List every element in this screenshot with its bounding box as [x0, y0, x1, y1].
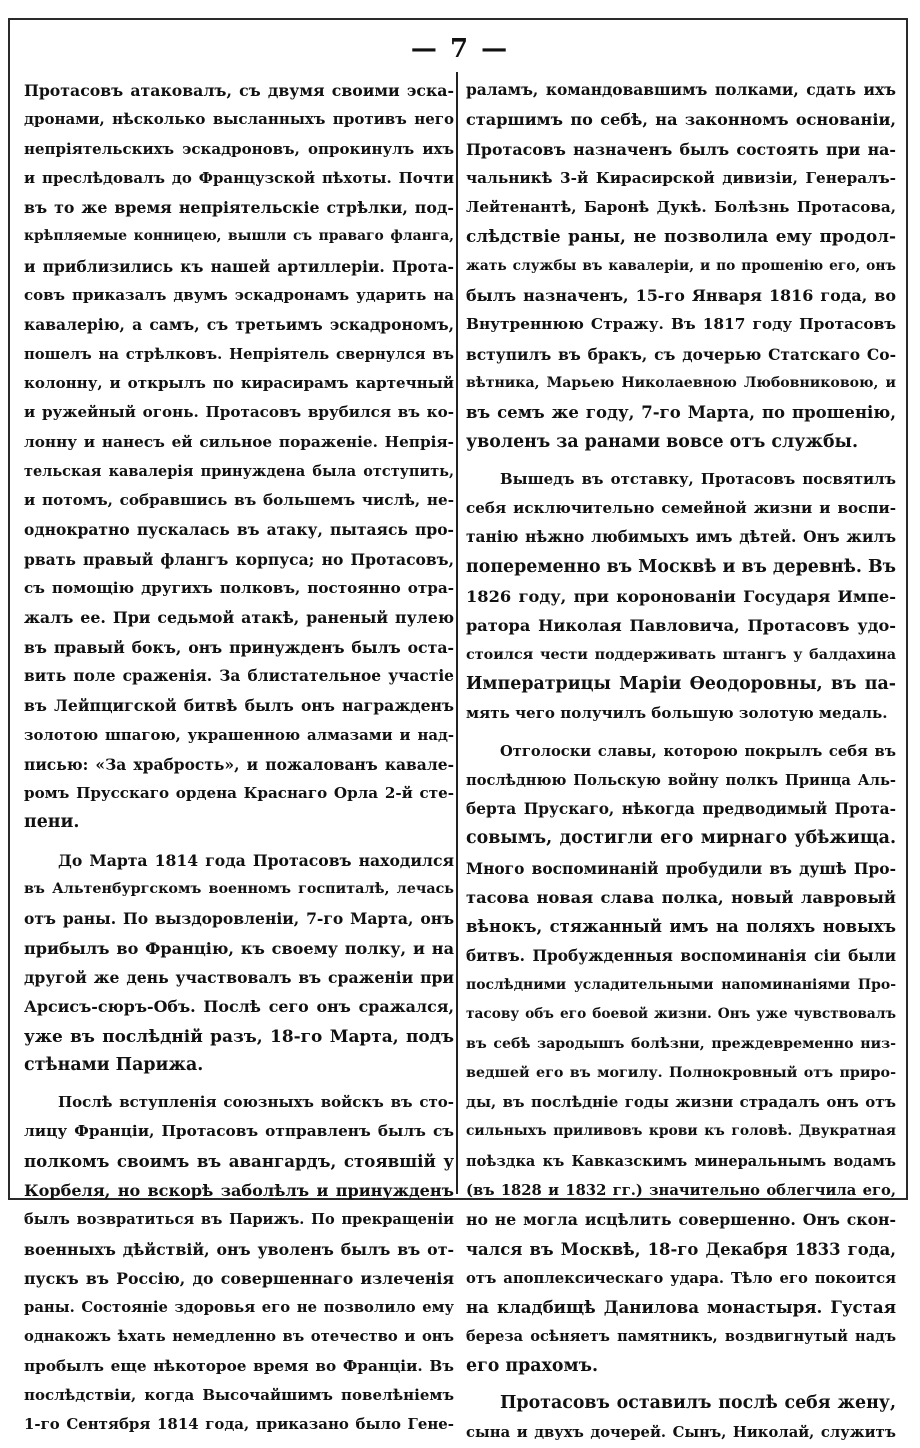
text-line: Вышедъ въ отставку, Протасовъ посвятилъ [500, 469, 896, 488]
text-line: Отголоски славы, которою покрылъ себя въ [500, 742, 896, 760]
text-line: но не могла исцѣлить совершенно. Онъ скон- [466, 1210, 896, 1230]
text-line: колонну, и открылъ по кирасирамъ картечный [24, 373, 454, 392]
text-line: полкомъ своимъ въ авангардъ, стоявшій у [24, 1150, 454, 1171]
text-line: пускъ въ Россію, до совершеннаго излеченія [24, 1268, 454, 1288]
text-line: въ Лейпцигской битвѣ былъ онъ награжденъ [24, 696, 454, 716]
text-line: золотою шпагою, украшенною алмазами и над- [24, 725, 454, 744]
text-line: стоился чести поддерживать штангъ у балдахина [466, 646, 896, 663]
text-line: Послѣ вступленія союзныхъ войскъ въ сто- [58, 1093, 454, 1112]
text-line: уволенъ за ранами вовсе отъ службы. [466, 431, 859, 452]
text-line: и ружейный огонь. Протасовъ врубился въ ко- [24, 403, 454, 422]
text-line: уже въ послѣдній разъ, 18-го Марта, подъ [24, 1025, 454, 1046]
text-line: чался въ Москвѣ, 18-го Декабря 1833 года, [466, 1239, 896, 1259]
text-line: непріятельскихъ эскадроновъ, опрокинулъ ихъ [24, 139, 454, 158]
text-line: и потомъ, собравшись въ большемъ числѣ, не- [24, 491, 454, 510]
text-line: жалъ ее. При седьмой атакѣ, раненый пулею [24, 608, 454, 628]
text-line: крѣпляемые конницею, вышли съ праваго фланга, [24, 228, 454, 245]
text-line: битвъ. Пробужденныя воспоминанія сіи были [466, 946, 896, 965]
text-line: отъ апоплексическаго удара. Тѣло его покоится [466, 1269, 896, 1287]
text-line: лонну и нанесъ ей сильное пораженіе. Непрія- [24, 432, 454, 451]
text-line: дронами, нѣсколько высланныхъ противъ него [24, 110, 454, 129]
text-line: Корбеля, но вскорѣ заболѣлъ и принужденъ [24, 1180, 454, 1200]
text-line: танію нѣжно любимыхъ имъ дѣтей. Онъ жилъ [466, 528, 896, 547]
text-line: ромъ Прусскаго ордена Краснаго Орла 2-й сте- [24, 784, 454, 803]
left-column [24, 76, 454, 1440]
text-line: Много воспоминаній пробудили въ душѣ Про- [466, 858, 896, 878]
text-line: жать службы въ кавалеріи, и по прошенію его, онъ [466, 257, 896, 274]
text-line: въ семъ же году, 7-го Марта, по прошенію, [466, 402, 896, 423]
paragraph [24, 1088, 454, 1440]
text-line: ведшей его въ могилу. Полнокровный отъ приро- [466, 1064, 896, 1081]
text-line: и приблизились къ нашей артиллеріи. Прота- [24, 256, 454, 276]
text-line: сына и двухъ дочерей. Сынъ, Николай, служитъ [466, 1424, 896, 1442]
page-number: — 7 — [410, 34, 510, 64]
text-line: 1-го Сентября 1814 года, приказано было Гене- [24, 1415, 454, 1434]
text-line: его прахомъ. [466, 1355, 599, 1376]
text-line: писью: «За храбрость», и пожалованъ кавале- [24, 754, 454, 774]
text-line: пени. [24, 812, 80, 833]
text-line: пошелъ на стрѣлковъ. Непріятель свернулся въ [24, 345, 454, 363]
paragraph [24, 846, 454, 1080]
text-line: попеременно въ Москвѣ и въ деревнѣ. Въ [466, 556, 896, 577]
paragraph-gap [466, 457, 896, 465]
text-line: берта Прускаго, нѣкогда предводимый Прота- [466, 800, 896, 819]
text-line: вѣтника, Марьею Николаевною Любовниковою, и [466, 374, 896, 391]
text-line: тельская кавалерія принуждена была отступить, [24, 462, 454, 480]
text-line: раламъ, командовавшимъ полками, сдать ихъ [466, 81, 896, 99]
text-line: однакожъ ѣхать немедленно въ отечество и онъ [24, 1328, 454, 1346]
text-line: Протасовъ атаковалъ, съ двумя своими эска- [24, 81, 454, 100]
page-frame [8, 18, 908, 1442]
text-line: однократно пускалась въ атаку, пытаясь про- [24, 520, 454, 540]
text-line: военныхъ дѣйствій, онъ уволенъ былъ въ от- [24, 1239, 454, 1259]
text-line: былъ возвратиться въ Парижъ. По прекращеніи [24, 1211, 454, 1229]
text-line: въ правый бокъ, онъ принужденъ былъ оста- [24, 637, 454, 657]
paragraph [466, 1389, 896, 1448]
text-line: чальникѣ 3-й Кирасирской дивизіи, Генералъ- [466, 168, 896, 187]
text-line: и преслѣдовалъ до Французской пѣхоты. Почти [24, 168, 454, 187]
text-line: пробылъ еще нѣкоторое время во Франціи. Въ [24, 1356, 454, 1375]
text-line: слѣдствіе раны, не позволила ему продол- [466, 226, 896, 247]
paragraph-gap [24, 1080, 454, 1088]
text-line: кавалерію, а самъ, съ третьимъ эскадрономъ, [24, 315, 454, 335]
text-line: послѣднюю Польскую войну полкъ Принца Аль- [466, 771, 896, 789]
paragraph [24, 76, 454, 838]
text-line: вить поле сраженія. За блистательное участіе [24, 666, 454, 685]
text-line: 1826 году, при коронованіи Государя Импе- [466, 587, 896, 607]
text-line: Протасовъ оставилъ послѣ себя жену, [500, 1393, 896, 1414]
text-line: До Марта 1814 года Протасовъ находился [58, 850, 454, 870]
text-line: (въ 1828 и 1832 гг.) значительно облегчила его, [466, 1181, 896, 1199]
text-line: совымъ, достигли его мирнаго убѣжища. [466, 828, 896, 849]
text-line: раны. Состояніе здоровья его не позволило ему [24, 1299, 454, 1317]
paragraph-gap [24, 838, 454, 846]
text-line: ды, въ послѣдніе годы жизни страдалъ онъ отъ [466, 1093, 896, 1112]
text-line: Арсисъ-сюръ-Объ. Послѣ сего онъ сражался, [24, 997, 454, 1017]
text-line: на кладбищѣ Данилова монастыря. Густая [466, 1297, 896, 1318]
paragraph [466, 737, 896, 1382]
text-line: въ то же время непріятельскіе стрѣлки, под- [24, 198, 454, 218]
text-line: лицу Франціи, Протасовъ отправленъ былъ съ [24, 1122, 454, 1141]
text-line: ратора Николая Павловича, Протасовъ удо- [466, 616, 896, 636]
paragraph-gap [466, 1381, 896, 1389]
text-line: съ помощію другихъ полковъ, постоянно отра- [24, 579, 454, 598]
text-line: Лейтенантѣ, Баронѣ Дукѣ. Болѣзнь Протасова, [466, 198, 896, 217]
paragraph [466, 76, 896, 457]
text-line: послѣдними усладительными напоминаніями Про- [466, 976, 896, 993]
text-line: отъ раны. По выздоровленіи, 7-го Марта, онъ [24, 909, 454, 929]
text-line: мять чего получилъ большую золотую медаль. [466, 704, 888, 723]
text-line: другой же день участвовалъ въ сраженіи при [24, 967, 454, 987]
text-line: старшимъ по себѣ, на законномъ основаніи, [466, 110, 896, 130]
text-line: Протасовъ назначенъ былъ состоять при на- [466, 139, 896, 159]
text-line: тасову объ его боевой жизни. Онъ уже чувствовалъ [466, 1006, 896, 1023]
text-line: Внутреннюю Стражу. Въ 1817 году Протасовъ [466, 315, 896, 334]
text-line: въ себѣ зародышъ болѣзни, преждевременно низ- [466, 1035, 896, 1052]
text-line: послѣдствіи, когда Высочайшимъ повелѣніемъ [24, 1386, 454, 1405]
column-divider [456, 72, 458, 1194]
text-line: совъ приказалъ двумъ эскадронамъ ударить на [24, 286, 454, 305]
text-line: Императрицы Маріи Ѳеодоровны, въ па- [466, 673, 896, 694]
paragraph [466, 465, 896, 729]
text-line: прибылъ во Францію, къ своему полку, и на [24, 938, 454, 958]
text-line: стѣнами Парижа. [24, 1054, 204, 1075]
text-line: рвать правый флангъ корпуса; но Протасовъ, [24, 549, 454, 569]
text-line: былъ назначенъ, 15-го Января 1816 года, во [466, 286, 896, 306]
text-line: береза осѣняетъ памятникъ, воздвигнутый надъ [466, 1328, 896, 1346]
text-line: вступилъ въ бракъ, съ дочерью Статскаго Со- [466, 344, 896, 364]
text-line: поѣздка къ Кавказскимъ минеральнымъ водамъ [466, 1152, 896, 1170]
text-line: сильныхъ приливовъ крови къ головѣ. Двукратная [466, 1123, 896, 1140]
text-line: тасова новая слава полка, новый лавровый [466, 888, 896, 908]
paragraph-gap [466, 729, 896, 737]
text-line: вѣнокъ, стяжанный имъ на поляхъ новыхъ [466, 917, 896, 937]
text-line: въ Альтенбургскомъ военномъ госпиталѣ, лечась [24, 881, 454, 898]
right-column [466, 76, 896, 1448]
text-line: себя исключительно семейной жизни и воспи- [466, 499, 896, 518]
